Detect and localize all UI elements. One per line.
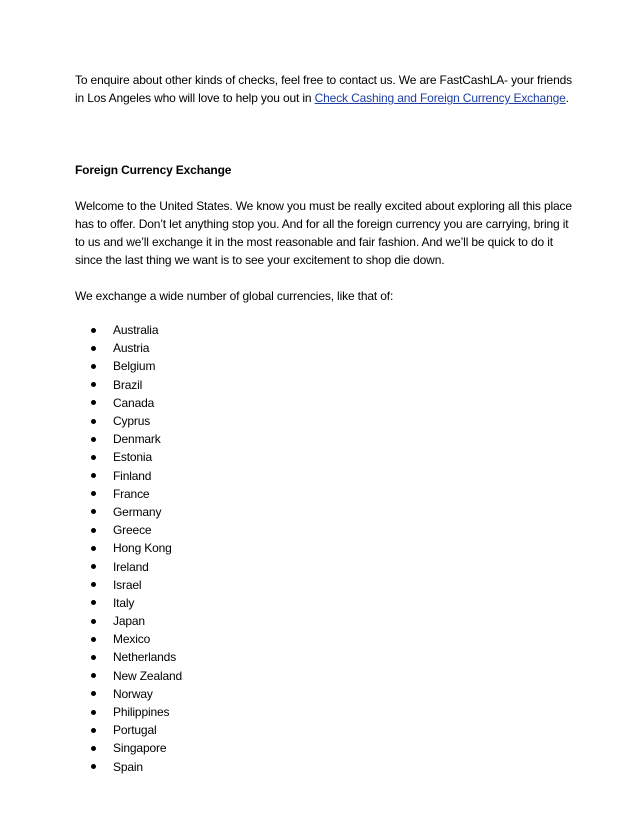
- country-name: Israel: [113, 577, 142, 592]
- bullet-icon: [91, 764, 96, 769]
- list-item: [91, 758, 578, 776]
- bullet-icon: [91, 382, 96, 387]
- country-name: Japan: [113, 614, 145, 629]
- country-name: Mexico: [113, 632, 151, 647]
- bullet-icon: [91, 546, 96, 551]
- list-item: [91, 594, 578, 612]
- bullet-icon: [91, 473, 96, 478]
- list-item: [91, 485, 578, 503]
- bullet-icon: [91, 673, 96, 678]
- country-name: Netherlands: [113, 650, 177, 665]
- country-name: Norway: [113, 686, 153, 701]
- bullet-icon: [91, 419, 96, 424]
- bullet-icon: [91, 728, 96, 733]
- bullet-icon: [91, 400, 96, 405]
- country-name: Ireland: [113, 559, 149, 574]
- list-intro: We exchange a wide number of global currencies, like that of:: [75, 289, 394, 303]
- bullet-icon: [91, 600, 96, 605]
- country-list: [75, 321, 578, 776]
- list-item: [91, 503, 578, 521]
- list-item: [91, 321, 578, 339]
- country-name: Singapore: [113, 741, 167, 756]
- list-item: [91, 412, 578, 430]
- country-name: Estonia: [113, 450, 152, 465]
- country-name: Hong Kong: [113, 541, 172, 556]
- bullet-icon: [91, 364, 96, 369]
- bullet-icon: [91, 346, 96, 351]
- list-item: [91, 703, 578, 721]
- list-item: [91, 721, 578, 739]
- country-name: Belgium: [113, 359, 156, 374]
- country-name: France: [113, 486, 150, 501]
- section-heading: Foreign Currency Exchange: [75, 163, 232, 177]
- list-item: [91, 430, 578, 448]
- bullet-icon: [91, 328, 96, 333]
- bullet-icon: [91, 437, 96, 442]
- list-item: [91, 648, 578, 666]
- list-item: [91, 467, 578, 485]
- country-name: Denmark: [113, 432, 161, 447]
- country-name: Austria: [113, 341, 150, 356]
- intro-text: To enquire about other kinds of checks, feel free to contact us. We are FastCashLA- your friends in Los Angeles who will love to help you out in: [75, 73, 572, 105]
- intro-text-end: .: [565, 91, 569, 105]
- list-item: [91, 357, 578, 375]
- country-name: Spain: [113, 759, 143, 774]
- list-item: [91, 394, 578, 412]
- list-item: [91, 521, 578, 539]
- country-name: Cyprus: [113, 414, 151, 429]
- bullet-icon: [91, 619, 96, 624]
- list-item: [91, 539, 578, 557]
- bullet-icon: [91, 455, 96, 460]
- list-item: [91, 448, 578, 466]
- bullet-icon: [91, 509, 96, 514]
- bullet-icon: [91, 746, 96, 751]
- country-name: Philippines: [113, 705, 170, 720]
- check-cashing-link[interactable]: Check Cashing and Foreign Currency Exchange: [314, 91, 566, 105]
- list-item: [91, 557, 578, 575]
- bullet-icon: [91, 655, 96, 660]
- list-item: [91, 685, 578, 703]
- bullet-icon: [91, 564, 96, 569]
- country-name: Italy: [113, 595, 135, 610]
- country-name: Australia: [113, 323, 159, 338]
- list-item: [91, 630, 578, 648]
- bullet-icon: [91, 710, 96, 715]
- list-item: [91, 576, 578, 594]
- country-name: Germany: [113, 504, 162, 519]
- list-item: [91, 612, 578, 630]
- welcome-paragraph: Welcome to the United States. We know you must be really excited about exploring all this place has to offer. Don’t let anything stop you. And for all the foreign currency you are carrying, bring it to us and we’ll exchange it in the most reasonable and fair fashion. And we’ll be quick to do it since the last thing we want is to see your excitement to shop die down.: [75, 199, 572, 267]
- list-item: [91, 339, 578, 357]
- list-item: [91, 667, 578, 685]
- country-name: Greece: [113, 523, 152, 538]
- country-name: Portugal: [113, 723, 157, 738]
- bullet-icon: [91, 637, 96, 642]
- country-name: Brazil: [113, 377, 143, 392]
- country-name: New Zealand: [113, 668, 183, 683]
- country-name: Finland: [113, 468, 152, 483]
- list-item: [91, 739, 578, 757]
- bullet-icon: [91, 491, 96, 496]
- intro-paragraph: [75, 71, 578, 107]
- list-item: [91, 376, 578, 394]
- country-name: Canada: [113, 395, 155, 410]
- bullet-icon: [91, 691, 96, 696]
- bullet-icon: [91, 582, 96, 587]
- bullet-icon: [91, 528, 96, 533]
